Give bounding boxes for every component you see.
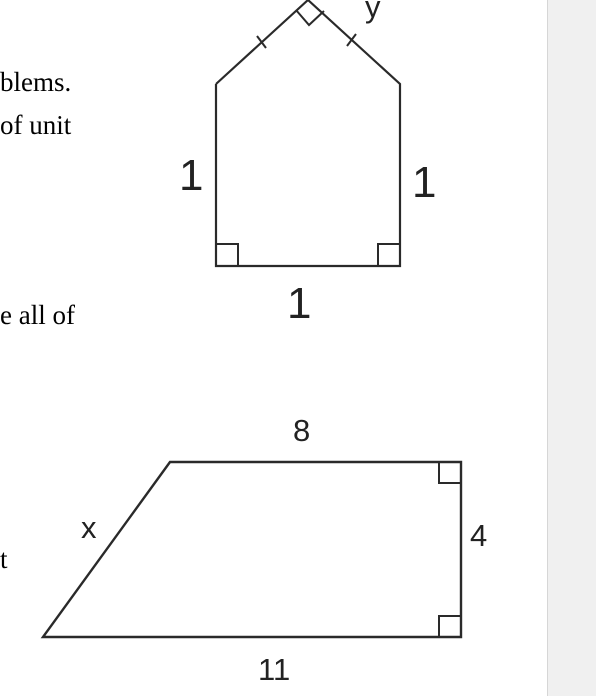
- text-fragment-all-of: e all of: [0, 300, 75, 330]
- text-fragment-t: t: [0, 544, 8, 574]
- trapezoid-label-bottom: 11: [258, 652, 291, 687]
- text-fragment-problems: blems.: [0, 67, 72, 97]
- trapezoid-outline: [43, 462, 461, 637]
- text-fragment-of-unit: of unit: [0, 110, 72, 140]
- trapezoid-label-x: x: [81, 510, 97, 545]
- trapezoid-right-angle-marks: [439, 462, 461, 637]
- trapezoid-label-top: 8: [293, 413, 311, 448]
- side-gutter-panel: [547, 0, 596, 696]
- pentagon-label-y: y: [365, 0, 381, 24]
- pentagon-label-right: 1: [412, 158, 437, 207]
- pentagon-label-bottom: 1: [287, 279, 312, 328]
- pentagon-label-left: 1: [179, 151, 204, 200]
- trapezoid-label-right: 4: [470, 518, 488, 553]
